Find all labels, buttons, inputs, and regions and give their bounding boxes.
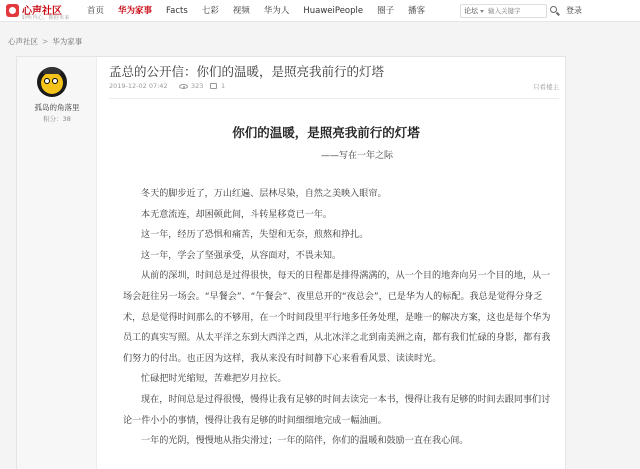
article-paragraph: 忙碌把时光缩短，苦难把岁月拉长。: [141, 374, 287, 385]
article-paragraph: 这一年，学会了坚强承受，从容面对，不畏未知。: [141, 250, 342, 261]
divider: [109, 98, 559, 99]
article-paragraph: 现在，时间总是过得很慢，慢得让我有足够的时间去读完一本书，慢得让我有足够的时间去跟同事们讨论一件小小的事情，慢得让我有足够的时间细细地完成一幅油画。: [123, 394, 551, 426]
avatar[interactable]: [37, 67, 67, 97]
post-date: 2019-12-02 07:42: [109, 82, 168, 90]
article-paragraph: 本无意流连，却困顿此间，斗转星移竟已一年。: [141, 209, 332, 220]
only-op-link[interactable]: 只看楼主: [533, 83, 559, 91]
article-body: [123, 184, 553, 452]
article-subtitle: ——写在一年之际: [321, 151, 394, 161]
login-link[interactable]: 登录: [566, 6, 582, 15]
nav-item-huawei-people-cn[interactable]: 华为人: [263, 6, 290, 16]
main-nav: [80, 0, 432, 22]
logo-text: 心声社区: [22, 6, 62, 17]
nav-item-huawei-people[interactable]: HuaweiPeople: [303, 6, 364, 16]
nav-item-home[interactable]: 首页: [87, 6, 105, 16]
comment-count: 1: [221, 82, 226, 90]
article-paragraph: 从前的深圳，时间总是过得很快，每天的日程都是排得满满的，从一个目的地奔向另一个目的地，从一场会赶往另一场会。“早餐会”、“午餐会”、夜里总开的“夜总会”，已是华为人的标配。我总是觉得分身乏术，总是觉得时间那么的不够用，在一个时间段里平行地多任务处理，是唯一的解决方案，这也是每个华为员工的真实写照。从太平洋之东到大西洋之西，从北冰洋之北到南美洲之南，都有我们忙碌的身影，都有我们努力的付出。也正因为这样，我从来没有时间静下心来看看风景、读读时光。: [123, 271, 551, 364]
nav-item-video[interactable]: 视频: [232, 6, 250, 16]
search-input[interactable]: [488, 6, 546, 16]
article-title: 你们的温暖，是照亮我前行的灯塔: [232, 125, 420, 140]
comment-icon: [210, 83, 217, 89]
top-navigation-bar: [0, 0, 640, 22]
search-scope-select[interactable]: 论坛: [464, 7, 478, 15]
search-icon[interactable]: [548, 4, 562, 18]
breadcrumb: [8, 36, 82, 47]
article-paragraph: 冬天的脚步近了，万山红遍、层林尽染，自然之美映入眼帘。: [141, 189, 387, 199]
logo-mark-icon: [6, 4, 19, 17]
views-icon: [179, 84, 188, 89]
logo-slogan: 聆听内心，拥抱未来: [22, 15, 70, 21]
search-box: [460, 4, 547, 18]
post-title: 孟总的公开信：你们的温暖，是照亮我前行的灯塔: [109, 64, 385, 79]
nav-item-circles[interactable]: 圈子: [377, 6, 395, 16]
author-sidebar: [17, 57, 97, 469]
nav-item-facts[interactable]: Facts: [166, 6, 188, 16]
article-paragraph: 这一年，经历了恐惧和痛苦，失望和无奈，煎熬和挣扎。: [141, 230, 369, 241]
view-count: 323: [191, 82, 204, 90]
author-score: 积分：38: [43, 115, 71, 123]
breadcrumb-separator: >: [42, 37, 49, 46]
site-logo[interactable]: [6, 2, 82, 20]
nav-item-colorful[interactable]: 七彩: [201, 6, 219, 16]
post-meta: [109, 82, 559, 94]
breadcrumb-current[interactable]: 华为家事: [52, 37, 83, 46]
nav-item-huawei-affairs[interactable]: 华为家事: [118, 6, 153, 16]
nav-item-podcast[interactable]: 播客: [408, 6, 426, 16]
chevron-down-icon[interactable]: [480, 10, 484, 13]
breadcrumb-home[interactable]: 心声社区: [8, 37, 38, 46]
author-name[interactable]: 孤岛的角落里: [34, 103, 80, 112]
post-panel: [16, 56, 566, 469]
article-paragraph: 一年的光阴，慢慢地从指尖滑过；一年的陪伴，你们的温暖和鼓励一直在我心间。: [141, 436, 469, 447]
